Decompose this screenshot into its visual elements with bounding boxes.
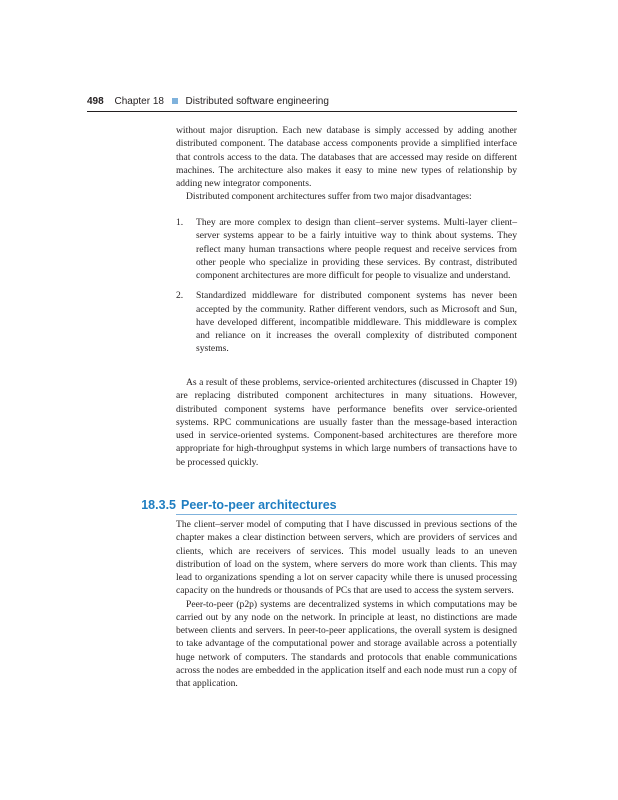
- intro-text: [176, 124, 517, 204]
- running-head: [87, 95, 517, 109]
- header-rule: [87, 111, 517, 112]
- chapter-label: Chapter 18: [114, 96, 164, 107]
- disadvantages-list: [176, 216, 517, 356]
- section-paragraph: The client–server model of computing that I have discussed in previous sections of the chapter makes a clear distinction between servers, which are providers of services and clients, which are receivers of services. This model usually leads to an uneven distribution of load on the system, where servers do more work than clients. This may lead to organizations spending a lot on server capacity while there is unused processing capacity on the hundreds or thousands of PCs that are used to access the system servers.: [176, 519, 517, 597]
- section-rule: [176, 514, 517, 515]
- conclusion-text: [176, 376, 517, 469]
- section-number: 18.3.5: [141, 498, 176, 512]
- conclusion-paragraph: As a result of these problems, service-oriented architectures (discussed in Chapter 19) are replacing distributed component architectures in many situations. However, distributed component systems have performance benefits over service-oriented systems. RPC communications are usually faster than the message-based interaction used in service-oriented systems. Component-based architectures are therefore more appropriate for high-throughput systems in which large numbers of transactions have to be processed quickly.: [176, 377, 517, 468]
- list-item-text: Standardized middleware for distributed component systems has never been accepted by the community. Rather different vendors, such as Microsoft and Sun, have developed different, incompatible middleware. This middleware is complex and reliance on it increases the overall complexity of distributed component systems.: [196, 290, 517, 355]
- intro-paragraph: without major disruption. Each new database is simply accessed by adding another distributed component. The database access components provide a simplified interface that controls access to the data. The databases that are accessed may reside on different machines. The architecture also makes it easy to mine new types of relationship by adding new integrator components.: [176, 125, 517, 189]
- separator-square-icon: [172, 98, 178, 104]
- section-body: [176, 518, 517, 690]
- list-item: [176, 289, 517, 355]
- section-paragraph: Peer-to-peer (p2p) systems are decentralized systems in which computations may be carried out by any node on the network. In principle at least, no distinctions are made between clients and servers. In peer-to-peer applications, the overall system is designed to take advantage of the computational power and storage available across a potentially huge network of computers. The standards and protocols that enable communications across the nodes are embedded in the application itself and each node must run a copy of that application.: [176, 598, 517, 689]
- page-number: 498: [87, 96, 104, 107]
- list-item-number: 1.: [176, 217, 184, 228]
- section-heading: [87, 498, 517, 515]
- disadvantages-lead-in: Distributed component architectures suffer from two major disadvantages:: [186, 191, 472, 203]
- list-item-number: 2.: [176, 290, 184, 302]
- list-item: [176, 216, 517, 282]
- section-title: Peer-to-peer architectures: [181, 498, 337, 512]
- chapter-title: Distributed software engineering: [185, 96, 329, 107]
- list-item-text: They are more complex to design than client–server systems. Multi-layer client–server systems appear to be a fairly intuitive way to think about systems. They reflect many human transactions where people request and receive services from other people who specialize in providing these services. By contrast, distributed component architectures are more difficult for people to visualize and understand.: [196, 217, 517, 281]
